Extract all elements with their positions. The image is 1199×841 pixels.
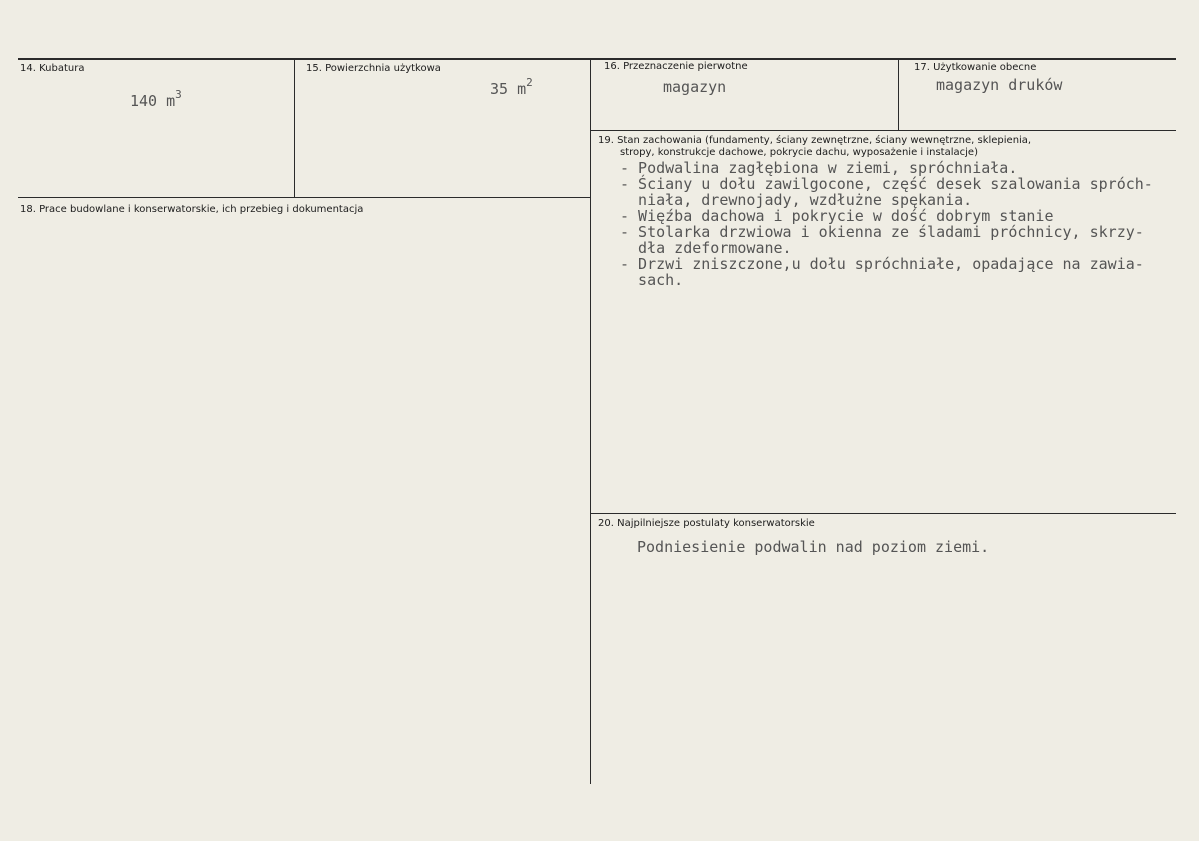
field-15-value (490, 78, 533, 98)
field-15-exponent: 2 (526, 76, 533, 89)
condition-line: - Drzwi zniszczone,u dołu spróchniałe, opadające na zawia- (620, 255, 1144, 273)
condition-line: - Więźba dachowa i pokrycie w dość dobrym stanie (620, 207, 1054, 225)
field-14-label: 14. Kubatura (20, 63, 85, 74)
line-above-19 (591, 130, 1176, 131)
divider-16-17 (898, 59, 899, 131)
field-19-condition-list (620, 160, 1153, 288)
field-19-label-line2: stropy, konstrukcje dachowe, pokrycie dachu, wyposażenie i instalacje) (620, 147, 978, 158)
condition-line: dła zdeformowane. (620, 239, 792, 257)
field-16-value: magazyn (663, 78, 727, 96)
field-15-value-text: 35 m (490, 80, 527, 98)
top-border-line (18, 58, 1176, 60)
field-18-label: 18. Prace budowlane i konserwatorskie, ich przebieg i dokumentacja (20, 204, 364, 215)
divider-left-right (590, 59, 591, 784)
field-17-label: 17. Użytkowanie obecne (914, 62, 1037, 73)
field-19-label-line1: 19. Stan zachowania (fundamenty, ściany zewnętrzne, ściany wewnętrzne, sklepienia, (598, 135, 1032, 146)
condition-line: - Stolarka drzwiowa i okienna ze śladami próchnicy, skrzy- (620, 223, 1144, 241)
condition-line: sach. (620, 271, 684, 289)
field-14-value-text: 140 m (130, 92, 176, 110)
field-16-label: 16. Przeznaczenie pierwotne (604, 61, 748, 72)
condition-line: - Podwalina zagłębiona w ziemi, spróchniała. (620, 159, 1018, 177)
divider-14-15 (294, 59, 295, 198)
field-15-label: 15. Powierzchnia użytkowa (306, 63, 441, 74)
line-above-20 (591, 513, 1176, 514)
field-20-value: Podniesienie podwalin nad poziom ziemi. (637, 538, 990, 556)
field-14-exponent: 3 (175, 88, 182, 101)
line-above-18 (18, 197, 590, 198)
field-17-value: magazyn druków (936, 76, 1063, 94)
condition-line: - Ściany u dołu zawilgocone, część desek szalowania spróch- (620, 175, 1153, 193)
condition-line: niała, drewnojady, wzdłużne spękania. (620, 191, 973, 209)
field-14-value (130, 90, 182, 110)
field-20-label: 20. Najpilniejsze postulaty konserwatorskie (598, 518, 815, 529)
